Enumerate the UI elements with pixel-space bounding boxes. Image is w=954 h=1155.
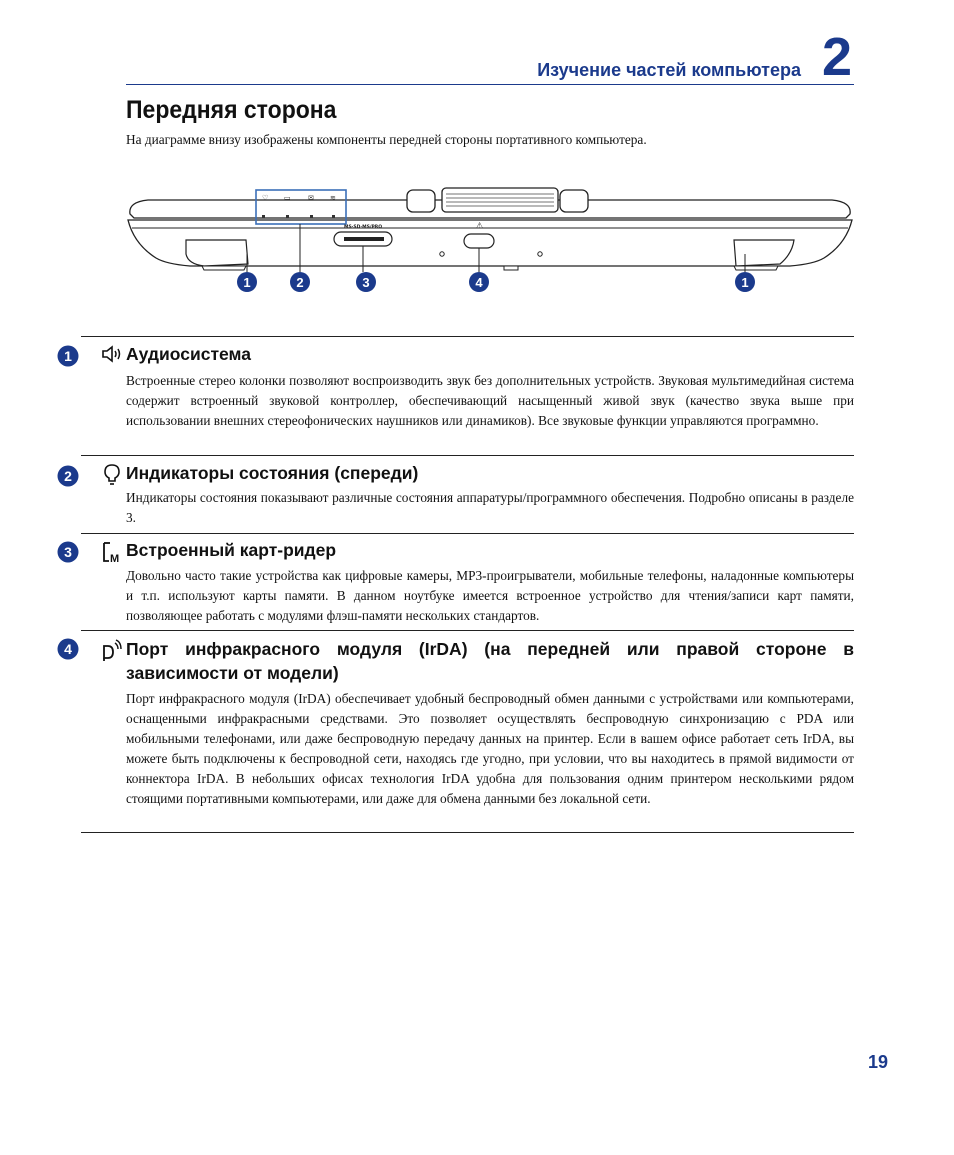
callout-2 — [290, 272, 310, 292]
lightbulb-icon — [100, 462, 124, 486]
svg-text:3: 3 — [362, 275, 370, 290]
section-4-badge — [57, 638, 79, 660]
section-2-text: Индикаторы состояния показывают различные состояния аппаратуры/программного обеспечения. Подробно описаны в разделе 3. — [126, 490, 854, 525]
svg-text:2: 2 — [64, 468, 72, 484]
page-title: Передняя сторона — [126, 96, 337, 124]
hinge-center — [442, 188, 558, 212]
section-4-title: Порт инфракрасного модуля (IrDA) (на передней или правой стороне в зависимости от модели) — [126, 639, 854, 683]
card-reader-label: MS·SD·MS/PRO — [344, 225, 383, 230]
section-rule — [81, 336, 854, 337]
header-rule — [126, 84, 854, 85]
laptop-front-diagram — [124, 184, 856, 300]
svg-text:1: 1 — [741, 275, 749, 290]
section-3-badge — [57, 541, 79, 563]
intro-text: На диаграмме внизу изображены компоненты передней стороны портативного компьютера. — [126, 132, 647, 147]
svg-text:4: 4 — [475, 275, 483, 290]
speaker-left-foot — [202, 266, 246, 270]
section-1-text: Встроенные стерео колонки позволяют воспроизводить звук без дополнительных устройств. Звуковая мультимедийная система содержит встроенный звуковой контроллер, обеспечивающий насыщенный живой звук (качество звука выше при использовании внешних стереофонических наушников или динамиков). Все звуковые функции управляются программно. — [126, 373, 854, 428]
speaker-icon — [100, 342, 124, 366]
section-4-text: Порт инфракрасного модуля (IrDA) обеспечивает удобный беспроводный обмен данными с устройствами или компьютерами, оснащенными инфракрасными средствами. Это позволяет осуществлять беспроводную синхронизацию с PDA или мобильными телефонами, или даже беспроводную передачу данных на принтер. Если в вашем офисе работает сеть IrDA, вы можете быть подключены к беспроводной сети, находясь где угодно, при условии, что вы находитесь в прямой видимости от коннектора IrDA. В небольших офисах технология IrDA удобна для пользования одним принтером несколькими рядом стоящими портативными компьютерами, или даже для обмена данными без локальной сети. — [126, 691, 854, 806]
infrared-icon — [100, 638, 124, 662]
section-1-title: Аудиосистема — [126, 344, 252, 364]
card-reader-icon — [100, 540, 124, 564]
callout-3 — [356, 272, 376, 292]
speaker-right-foot — [734, 266, 778, 270]
chapter-number: 2 — [822, 27, 853, 87]
svg-text:≋: ≋ — [330, 194, 336, 202]
section-2-badge — [57, 465, 79, 487]
section-rule — [81, 630, 854, 631]
chapter-title: Изучение частей компьютера — [537, 60, 801, 80]
svg-text:4: 4 — [64, 641, 72, 657]
callout-1-left — [237, 272, 257, 292]
svg-text:2: 2 — [296, 275, 304, 290]
svg-text:✉: ✉ — [308, 194, 314, 202]
hinge-right — [560, 190, 588, 212]
svg-text:1: 1 — [64, 348, 72, 364]
speaker-left — [186, 240, 248, 266]
svg-text:1: 1 — [243, 275, 251, 290]
svg-text:⚠: ⚠ — [476, 221, 484, 230]
svg-text:M: M — [110, 553, 120, 564]
section-rule — [81, 533, 854, 534]
callout-1-right — [735, 272, 755, 292]
section-3-text: Довольно часто такие устройства как цифровые камеры, MP3-проигрыватели, мобильные телефоны, наладонные компьютеры и т.п. используют карты памяти. В данном ноутбуке имеется встроенное устройство для чтения/записи карт памяти, позволяющее работать с модулями флэш-памяти нескольких стандартов. — [126, 568, 854, 623]
page-number: 19 — [868, 1052, 889, 1072]
section-rule — [81, 455, 854, 456]
hinge-left — [407, 190, 435, 212]
svg-text:♡: ♡ — [262, 194, 269, 202]
infrared-port — [464, 234, 494, 248]
svg-text:3: 3 — [64, 544, 72, 560]
section-1-badge — [57, 345, 79, 367]
section-2-title: Индикаторы состояния (спереди) — [126, 463, 419, 483]
callout-4 — [469, 272, 489, 292]
svg-text:▭: ▭ — [284, 194, 291, 202]
section-3-title: Встроенный карт-ридер — [126, 540, 337, 560]
section-rule — [81, 832, 854, 833]
